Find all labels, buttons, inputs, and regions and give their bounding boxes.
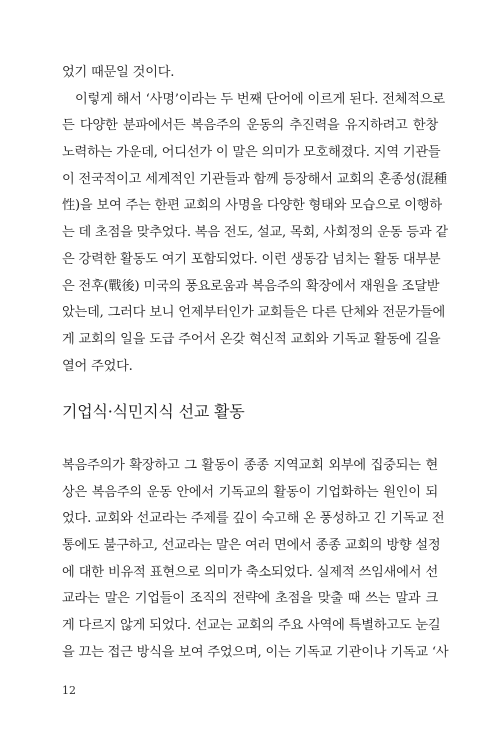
text-line: 었기 때문일 것이다. [62, 65, 175, 80]
text-line: 는 데 초점을 맞추었다. 복음 전도, 설교, 목회, 사회정의 운동 등과 같 [62, 225, 448, 241]
text-line: 든 다양한 분파에서든 복음주의 운동의 추진력을 유지하려고 한창 [62, 118, 438, 134]
text-line: 열어 주었다. [62, 358, 133, 374]
text-line: 통에도 불구하고, 선교라는 말은 여러 면에서 종종 교회의 방향 설정 [62, 538, 441, 554]
text-line: 이렇게 해서 ‘사명’이라는 두 번째 단어에 이르게 된다. 전체적으로 [75, 91, 445, 107]
body-paragraphs-bottom [62, 453, 449, 667]
text-line: 복음주의가 확장하고 그 활동이 종종 지역교회 외부에 집중되는 현 [62, 458, 438, 473]
text-line: 이 전국적이고 세계적인 기관들과 함께 등장해서 교회의 혼종성(混種 [62, 171, 447, 187]
text-line: 게 교회의 일을 도급 주어서 온갖 혁신적 교회와 기독교 활동에 길을 [62, 331, 441, 347]
text-line: 은 전후(戰後) 미국의 풍요로움과 복음주의 확장에서 재원을 조달받 [62, 278, 440, 294]
page-number: 12 [62, 684, 76, 697]
text-line: 었다. 교회와 선교라는 주제를 깊이 숙고해 온 풍성하고 긴 기독교 전 [62, 511, 445, 527]
text-line: 았는데, 그러다 보니 언제부터인가 교회들은 다른 단체와 전문가들에 [62, 305, 446, 321]
text-line: 상은 복음주의 운동 안에서 기독교의 활동이 기업화하는 원인이 되 [62, 484, 438, 500]
body-paragraphs-top [62, 60, 448, 380]
text-line: 게 다르지 않게 되었다. 선교는 교회의 주요 사역에 특별하고도 눈길 [62, 618, 441, 634]
text-line: 은 강력한 활동도 여기 포함되었다. 이런 생동감 넘치는 활동 대부분 [62, 251, 441, 267]
text-line: 을 끄는 접근 방식을 보여 주었으며, 이는 기독교 기관이나 기독교 ‘사 [62, 644, 449, 660]
text-line: 교라는 말은 기업들이 조직의 전략에 초점을 맞출 때 쓰는 말과 크 [62, 591, 438, 607]
text-line: 노력하는 가운데, 어디선가 이 말은 의미가 모호해졌다. 지역 기관들 [62, 145, 441, 161]
section-heading: 기업식·식민지식 선교 활동 [62, 402, 245, 421]
text-line: 에 대한 비유적 표현으로 의미가 축소되었다. 실제적 쓰임새에서 선 [62, 564, 438, 580]
text-line: 性)을 보여 주는 한편 교회의 사명을 다양한 형태와 모습으로 이행하 [62, 198, 442, 214]
